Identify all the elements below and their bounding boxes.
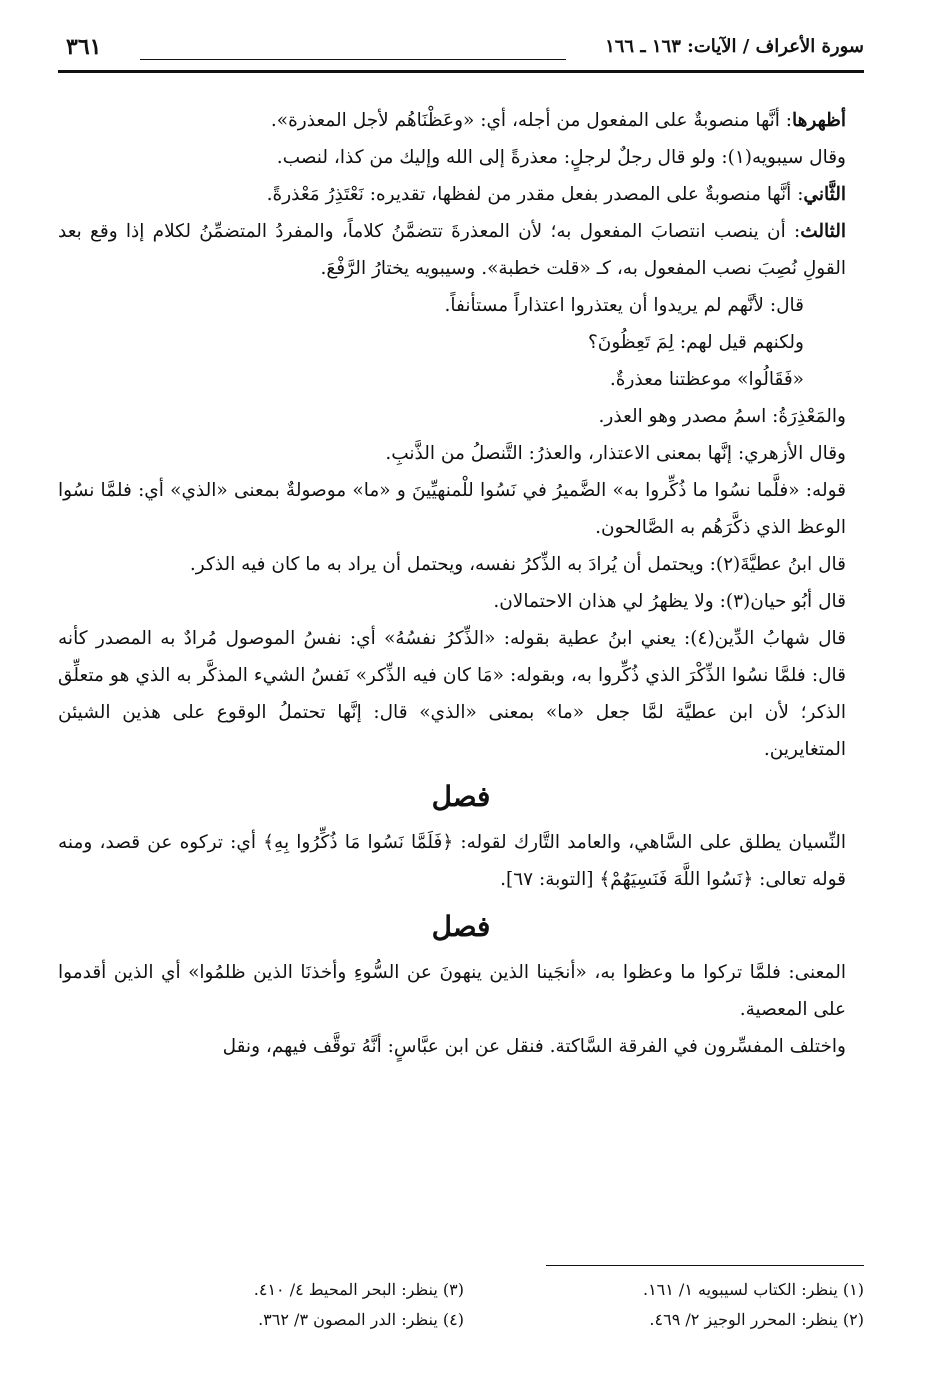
page-number: ٣٦١ [66, 34, 102, 60]
header-rule [140, 59, 566, 60]
paragraph: قوله: «فلَّما نسُوا ما ذُكِّروا به» الضَّميرُ في نَسُوا للْمنهيِّينَ و «ما» موصولةٌ بمعنى «الذي» أي: فلمَّا نسُوا الوعظ الذي ذكَّرَهُم به الصَّالحون. [58, 480, 846, 538]
footnote: (١) ينظر: الكتاب لسيبويه ١/ ١٦١. [642, 1280, 864, 1299]
page [58, 30, 864, 1350]
footnote: (٣) ينظر: البحر المحيط ٤/ ٤١٠. [253, 1280, 464, 1299]
page-header [58, 30, 864, 73]
paragraph [58, 102, 864, 139]
footnote-column [84, 1275, 464, 1335]
quote-line: «فَقَالُوا» موعظتنا معذرةٌ. [609, 369, 804, 390]
running-title: سورة الأعراف / الآيات: ١٦٣ ـ ١٦٦ [605, 36, 864, 57]
footnote: (٤) ينظر: الدر المصون ٣/ ٣٦٢. [258, 1310, 464, 1329]
footnote-rule [546, 1265, 864, 1266]
paragraph: النِّسيان يطلق على السَّاهي، والعامد التَّارك لقوله: ﴿فَلَمَّا نَسُوا مَا ذُكِّرُوا بِهِ﴾ أي: تركوه عن قصد، ومنه قوله تعالى: ﴿نَسُوا اللَّهَ فَنَسِيَهُمْ﴾ [التوبة: ٦٧]. [58, 832, 846, 890]
paragraph: والمَعْذِرَةُ: اسمُ مصدر وهو العذر. [598, 406, 846, 427]
paragraph-text: : أن ينصب انتصابَ المفعول به؛ لأن المعذرةَ تتضمَّنُ كلاماً، والمفردُ المتضمِّنُ لكلام إذا وقع بعد القولِ نُصِبَ نصب المفعول به، كـ «قلت خطبة». وسيبويه يختارُ الرَّفْعَ. [58, 221, 846, 279]
footnote-column [484, 1275, 864, 1335]
paragraph: وقال سيبويه(١): ولو قال رجلٌ لرجلٍ: معذرةً إلى الله وإليك من كذا، لنصب. [276, 147, 846, 168]
keyword: الثالث [800, 221, 846, 242]
paragraph: المعنى: فلمَّا تركوا ما وعظوا به، «أنجَينا الذين ينهونَ عن السُّوءِ وأخذنَا الذين ظلمُوا» أي الذين أقدموا على المعصية. [58, 962, 846, 1020]
paragraph: وقال الأزهري: إنَّها بمعنى الاعتذار، والعذرُ: التَّنصلُ من الذَّنبِ. [385, 443, 846, 464]
paragraph: قال شهابُ الدِّين(٤): يعني ابنُ عطية بقوله: «الذِّكرُ نفسُهُ» أي: نفسُ الموصول مُرادٌ به المصدر كأنه قال: فلمَّا نسُوا الذِّكْرَ الذي ذُكِّروا به، وبقوله: «مَا كان فيه الذِّكر» نَفسُ الشيء المذكَّر به الذي هو متعلِّق الذكر؛ لأن ابن عطيَّة لمَّا جعل «ما» بمعنى «الذي» قال: إنَّها تحتملُ الوقوع على هذين الشيئن المتغايرين. [58, 628, 846, 760]
section-title: فصل [431, 780, 491, 813]
footnote: (٢) ينظر: المحرر الوجيز ٢/ ٤٦٩. [649, 1310, 864, 1329]
quote-line: قال: لأنَّهم لم يريدوا أن يعتذروا اعتذاراً مستأنفاً. [444, 295, 804, 316]
page-body [58, 102, 864, 1065]
quote-line: ولكنهم قيل لهم: لِمَ تَعِظُونَ؟ [587, 332, 804, 353]
section-title: فصل [431, 910, 491, 943]
paragraph: قال ابنُ عطيَّةَ(٢): ويحتمل أن يُرادَ به الذِّكرُ نفسه، ويحتمل أن يراد به ما كان فيه الذكر. [189, 554, 846, 575]
keyword: أظهرها [792, 110, 846, 131]
paragraph-text: : أنَّها منصوبةٌ على المصدر بفعل مقدر من لفظها، تقديره: نَعْتَذِرُ مَعْذرةً. [266, 184, 804, 205]
paragraph-text: : أنَّها منصوبةٌ على المفعول من أجله، أي: «وعَظْنَاهُم لأجل المعذرة». [270, 110, 792, 131]
paragraph: واختلف المفسِّرون في الفرقة السَّاكتة. فنقل عن ابن عبَّاسٍ: أنَّهُ توقَّف فيهم، ونقل [222, 1036, 846, 1057]
keyword: الثَّاني [803, 184, 846, 205]
paragraph [58, 176, 864, 213]
paragraph: قال أبُو حيان(٣): ولا يظهرُ لي هذان الاحتمالان. [493, 591, 846, 612]
paragraph [58, 213, 864, 287]
